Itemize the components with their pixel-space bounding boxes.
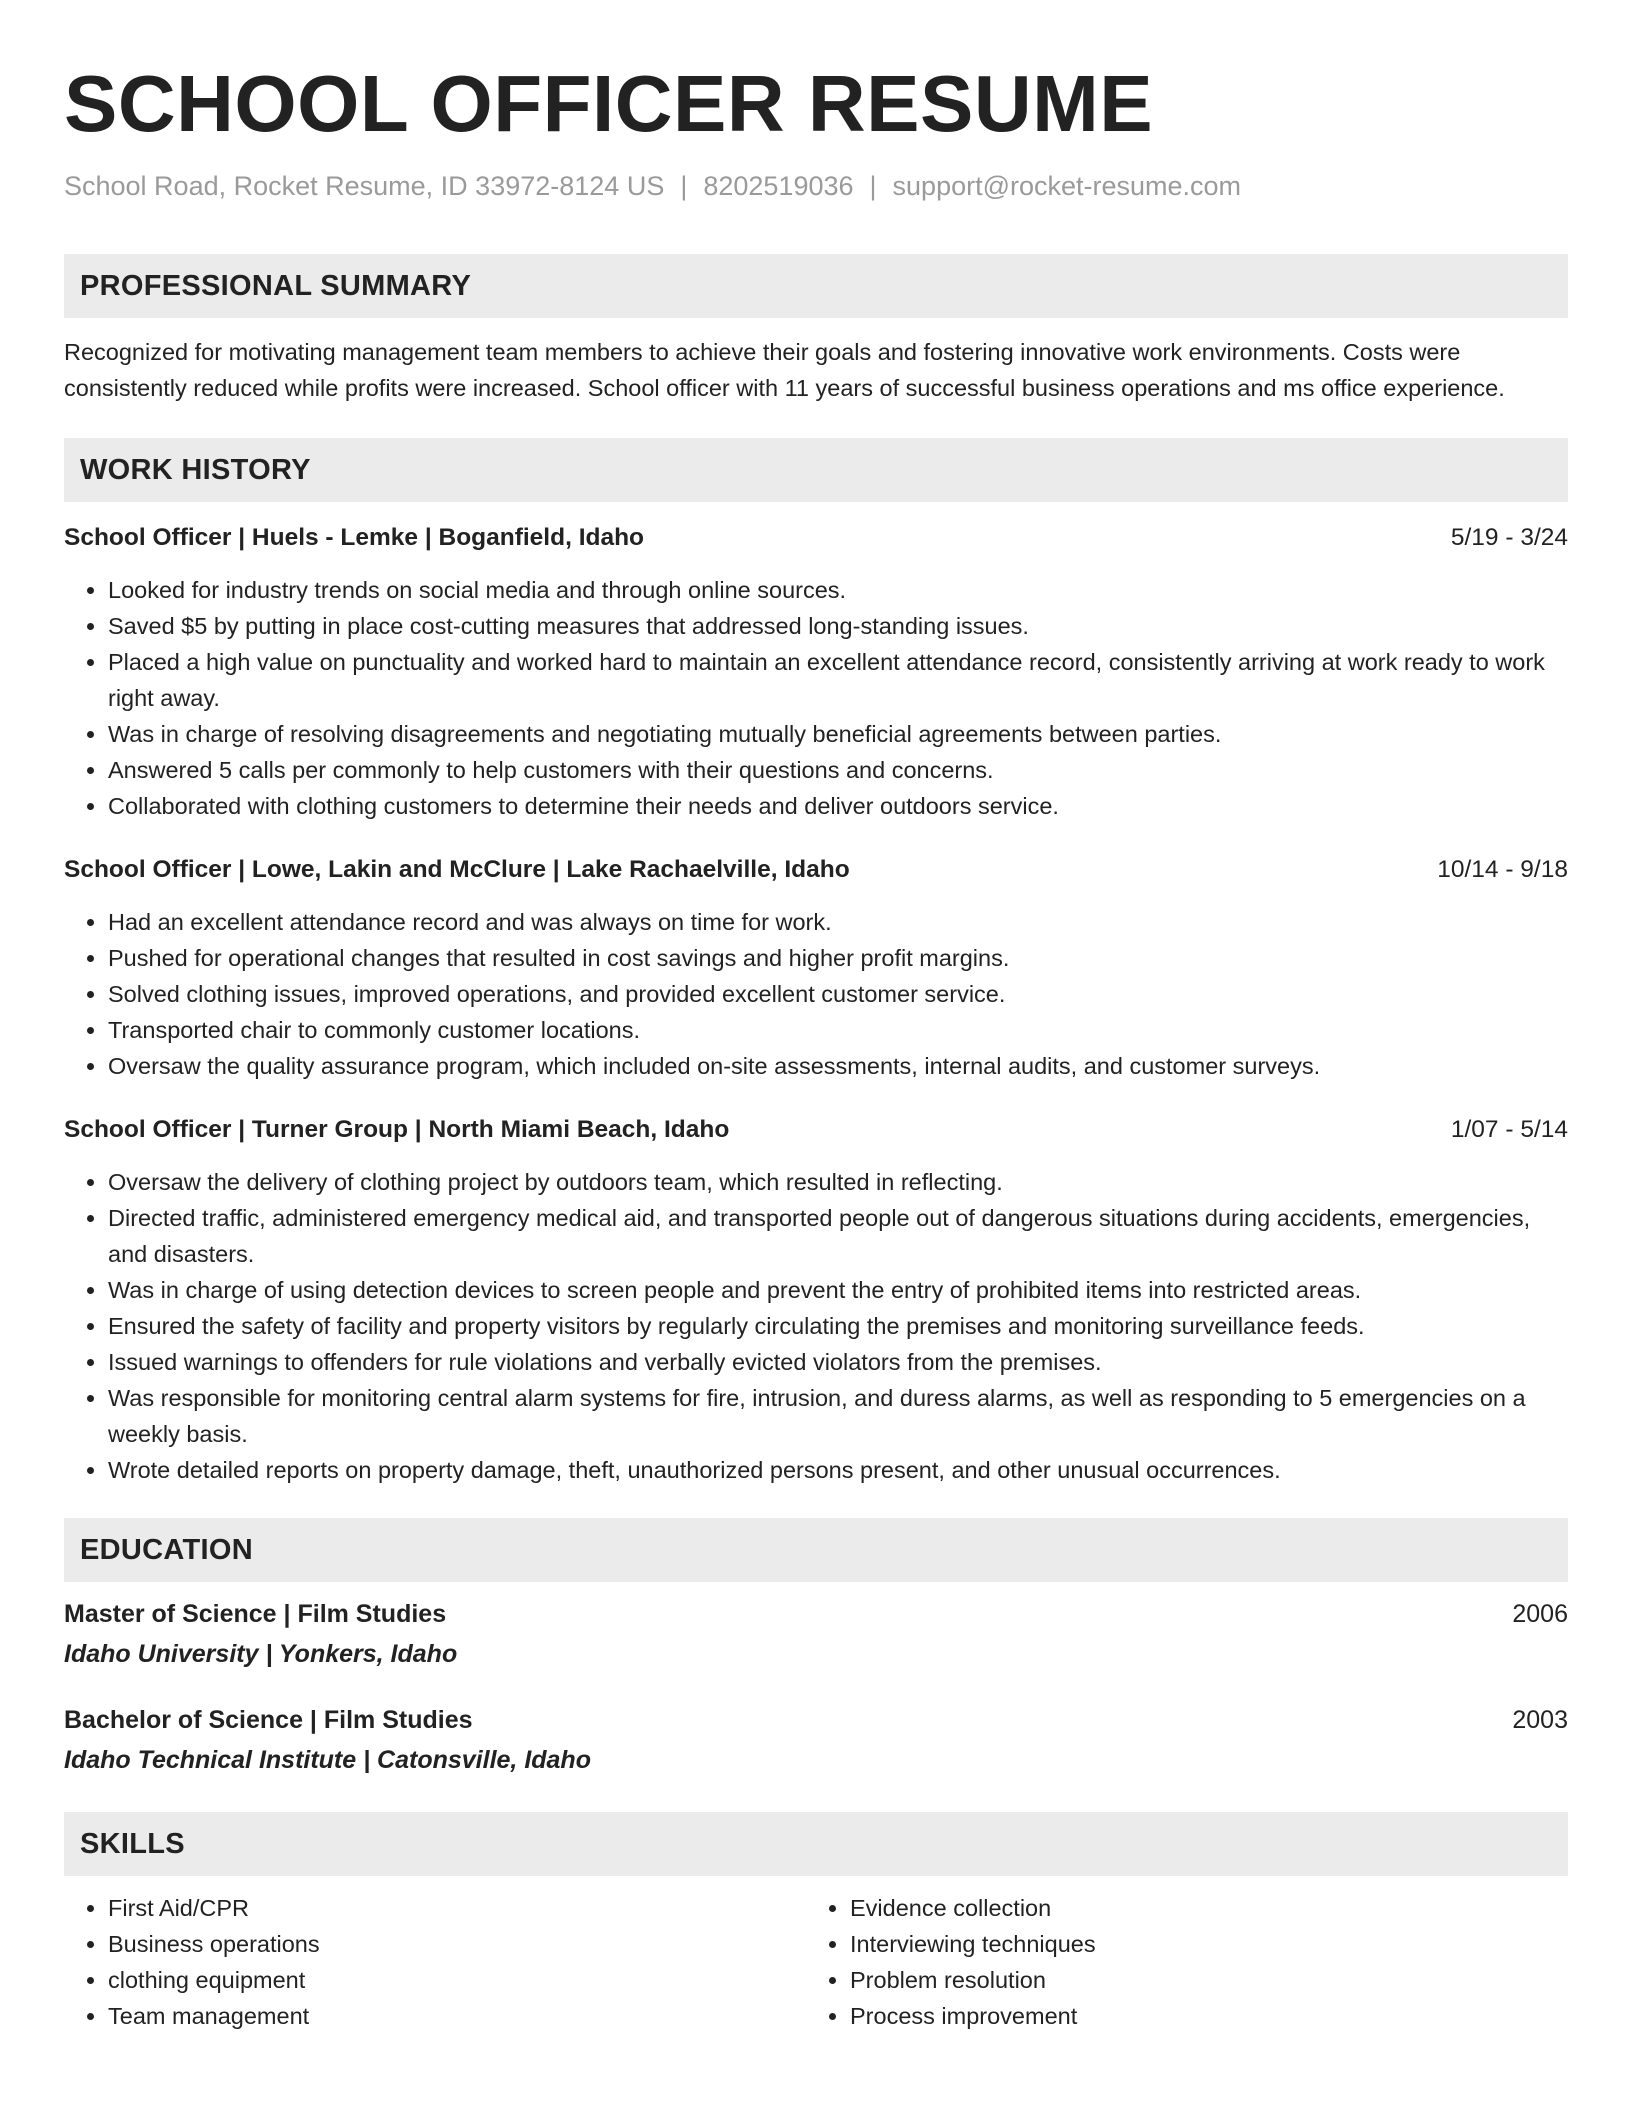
skills-list	[64, 1890, 1568, 2034]
education-entry	[64, 1596, 1568, 1672]
contact-separator: |	[869, 171, 877, 201]
skills-heading: SKILLS	[64, 1812, 1568, 1876]
job-bullet: • Issued warnings to offenders for rule violations and verbally evicted violators from the premises.	[108, 1344, 1568, 1380]
job-bullets	[64, 572, 1568, 824]
job-bullet: • Saved $5 by putting in place cost-cutting measures that addressed long-standing issues.	[108, 608, 1568, 644]
education-degree: Master of Science | Film Studies	[64, 1600, 447, 1629]
job-title: School Officer | Lowe, Lakin and McClure | Lake Rachaelville, Idaho	[64, 856, 850, 884]
job-bullets	[64, 1164, 1568, 1488]
job-bullet: • Oversaw the quality assurance program, which included on-site assessments, internal audits, and customer surveys.	[108, 1048, 1568, 1084]
education-header	[64, 1596, 1568, 1632]
job-title: School Officer | Huels - Lemke | Boganfield, Idaho	[64, 524, 645, 552]
job-bullet: • Answered 5 calls per commonly to help customers with their questions and concerns.	[108, 752, 1568, 788]
education-school: Idaho Technical Institute | Catonsville, Idaho	[64, 1746, 591, 1775]
job-entry	[64, 852, 1568, 1084]
skill-item: • Process improvement	[850, 1998, 1548, 2034]
skills-column-right	[806, 1890, 1548, 2034]
job-bullet: • Looked for industry trends on social media and through online sources.	[108, 572, 1568, 608]
skill-item: • Business operations	[108, 1926, 806, 1962]
job-header	[64, 1112, 1568, 1148]
skill-item: • Team management	[108, 1998, 806, 2034]
job-bullet: • Transported chair to commonly customer locations.	[108, 1012, 1568, 1048]
contact-address: School Road, Rocket Resume, ID 33972-8124 US	[64, 171, 665, 201]
education-year: 2003	[1512, 1706, 1568, 1735]
skill-item: • Interviewing techniques	[850, 1926, 1548, 1962]
education-year: 2006	[1512, 1600, 1568, 1629]
job-bullets	[64, 904, 1568, 1084]
job-entry	[64, 520, 1568, 824]
skills-column-left	[64, 1890, 806, 2034]
job-bullet: • Was in charge of using detection devices to screen people and prevent the entry of prohibited items into restricted areas.	[108, 1272, 1568, 1308]
job-header	[64, 520, 1568, 556]
job-bullet: • Pushed for operational changes that resulted in cost savings and higher profit margins.	[108, 940, 1568, 976]
job-dates: 5/19 - 3/24	[1450, 524, 1568, 552]
education-header	[64, 1702, 1568, 1738]
job-bullet: • Wrote detailed reports on property damage, theft, unauthorized persons present, and other unusual occurrences.	[108, 1452, 1568, 1488]
job-bullet: • Had an excellent attendance record and was always on time for work.	[108, 904, 1568, 940]
education-degree: Bachelor of Science | Film Studies	[64, 1706, 473, 1735]
skill-item: • Problem resolution	[850, 1962, 1548, 1998]
job-bullet: • Directed traffic, administered emergency medical aid, and transported people out of dangerous situations during accidents, emergencies, and disasters.	[108, 1200, 1568, 1272]
job-bullet: • Ensured the safety of facility and property visitors by regularly circulating the premises and monitoring surveillance feeds.	[108, 1308, 1568, 1344]
job-bullet: • Was in charge of resolving disagreements and negotiating mutually beneficial agreements between parties.	[108, 716, 1568, 752]
job-bullet: • Placed a high value on punctuality and worked hard to maintain an excellent attendance record, consistently arriving at work ready to work right away.	[108, 644, 1568, 716]
resume-title: SCHOOL OFFICER RESUME	[64, 59, 1154, 148]
job-dates: 1/07 - 5/14	[1450, 1116, 1568, 1144]
skill-item: • Evidence collection	[850, 1890, 1548, 1926]
contact-separator: |	[680, 171, 688, 201]
education-entry	[64, 1702, 1568, 1778]
contact-line	[64, 170, 1568, 202]
job-entry	[64, 1112, 1568, 1488]
education-heading: EDUCATION	[64, 1518, 1568, 1582]
job-title: School Officer | Turner Group | North Miami Beach, Idaho	[64, 1116, 730, 1144]
job-bullet: • Oversaw the delivery of clothing project by outdoors team, which resulted in reflecting.	[108, 1164, 1568, 1200]
skill-item: • clothing equipment	[108, 1962, 806, 1998]
job-bullet: • Collaborated with clothing customers to determine their needs and deliver outdoors service.	[108, 788, 1568, 824]
work-history-heading: WORK HISTORY	[64, 438, 1568, 502]
job-dates: 10/14 - 9/18	[1437, 856, 1568, 884]
skill-item: • First Aid/CPR	[108, 1890, 806, 1926]
job-bullet: • Was responsible for monitoring central alarm systems for fire, intrusion, and duress alarms, as well as responding to 5 emergencies on a weekly basis.	[108, 1380, 1568, 1452]
job-header	[64, 852, 1568, 888]
summary-text: Recognized for motivating management team members to achieve their goals and fostering innovative work environments. Costs were consistently reduced while profits were increased. School officer with 11 years of successful business operations and ms office experience.	[64, 339, 1505, 402]
summary-heading: PROFESSIONAL SUMMARY	[64, 254, 1568, 318]
contact-email: support@rocket-resume.com	[892, 171, 1242, 201]
contact-phone: 8202519036	[703, 171, 854, 201]
education-school: Idaho University | Yonkers, Idaho	[64, 1640, 458, 1669]
job-bullet: • Solved clothing issues, improved operations, and provided excellent customer service.	[108, 976, 1568, 1012]
